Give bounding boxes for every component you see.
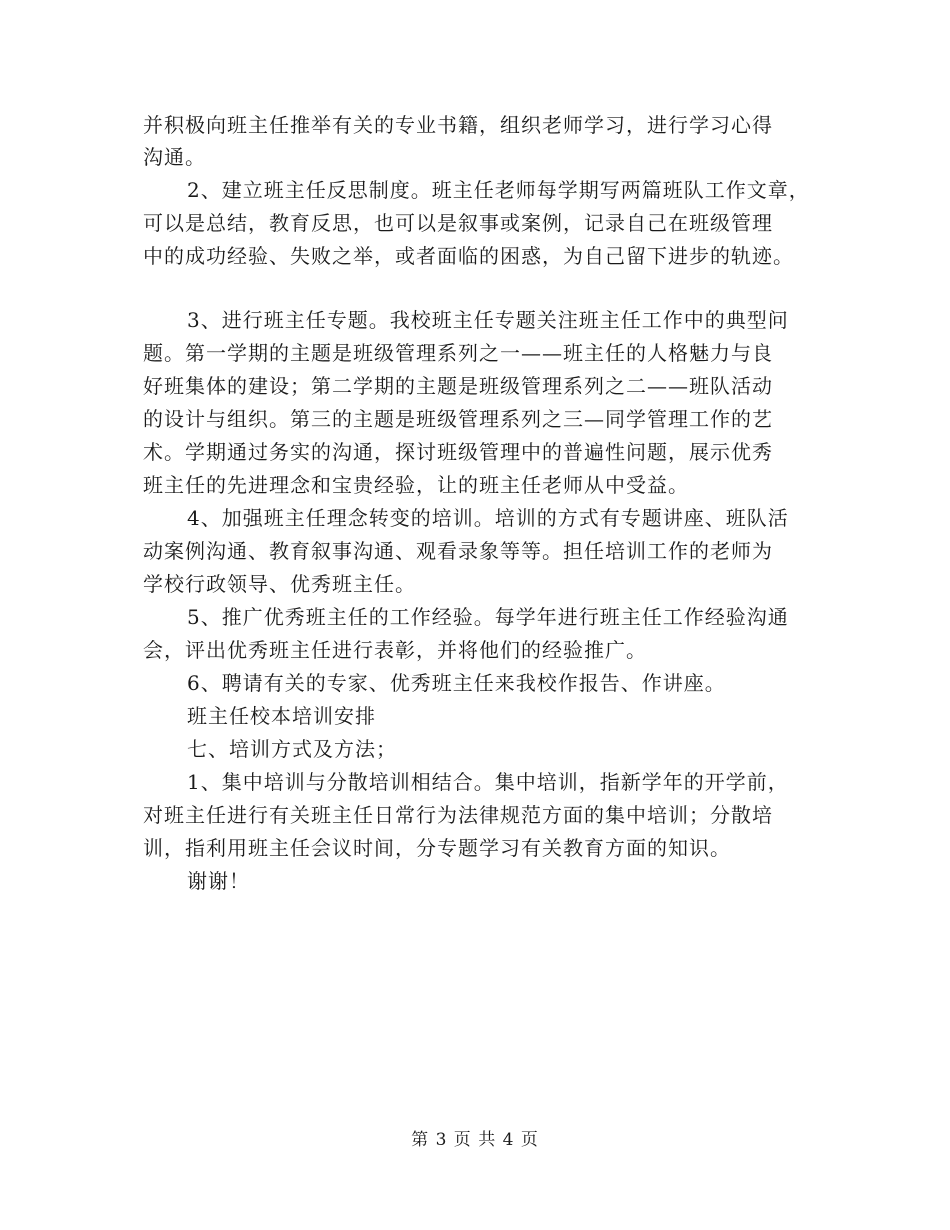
text-line: 可以是总结，教育反思，也可以是叙事或案例，记录自己在班级管理 [143,211,773,235]
text-line: 2、建立班主任反思制度。班主任老师每学期写两篇班队工作文章， [187,178,810,202]
text-line: 训，指利用班主任会议时间，分专题学习有关教育方面的知识。 [143,836,731,860]
text-line: 1、集中培训与分散培训相结合。集中培训，指新学年的开学前， [187,770,789,794]
text-line: 中的成功经验、失败之举，或者面临的困惑，为自己留下进步的轨迹。 [143,244,794,268]
text-line: 的设计与组织。第三的主题是班级管理系列之三—同学管理工作的艺 [143,407,773,431]
text-line: 会，评出优秀班主任进行表彰，并将他们的经验推广。 [143,638,647,662]
text-line: 6、聘请有关的专家、优秀班主任来我校作报告、作讲座。 [187,671,726,695]
text-line: 3、进行班主任专题。我校班主任专题关注班主任工作中的典型问 [187,308,789,332]
text-line: 学校行政领导、优秀班主任。 [143,572,416,596]
text-line: 好班集体的建设；第二学期的主题是班级管理系列之二——班队活动 [143,374,773,398]
text-line: 并积极向班主任推举有关的专业书籍，组织老师学习，进行学习心得 [143,113,773,137]
text-line: 沟通。 [143,145,206,169]
section-heading: 班主任校本培训安排 [187,704,376,728]
page-number-footer: 第 3 页 共 4 页 [411,1130,539,1150]
text-line: 4、加强班主任理念转变的培训。培训的方式有专题讲座、班队活 [187,506,789,530]
text-line: 动案例沟通、教育叙事沟通、观看录象等等。担任培训工作的老师为 [143,539,773,563]
text-line: 对班主任进行有关班主任日常行为法律规范方面的集中培训；分散培 [143,803,773,827]
section-heading: 七、培训方式及方法； [187,737,397,761]
text-line: 术。学期通过务实的沟通，探讨班级管理中的普遍性问题，展示优秀 [143,440,773,464]
text-line: 题。第一学期的主题是班级管理系列之一——班主任的人格魅力与良 [143,341,773,365]
text-line: 班主任的先进理念和宝贵经验，让的班主任老师从中受益。 [143,473,689,497]
text-line: 5、推广优秀班主任的工作经验。每学年进行班主任工作经验沟通 [187,605,789,629]
text-line: 谢谢！ [187,869,250,893]
